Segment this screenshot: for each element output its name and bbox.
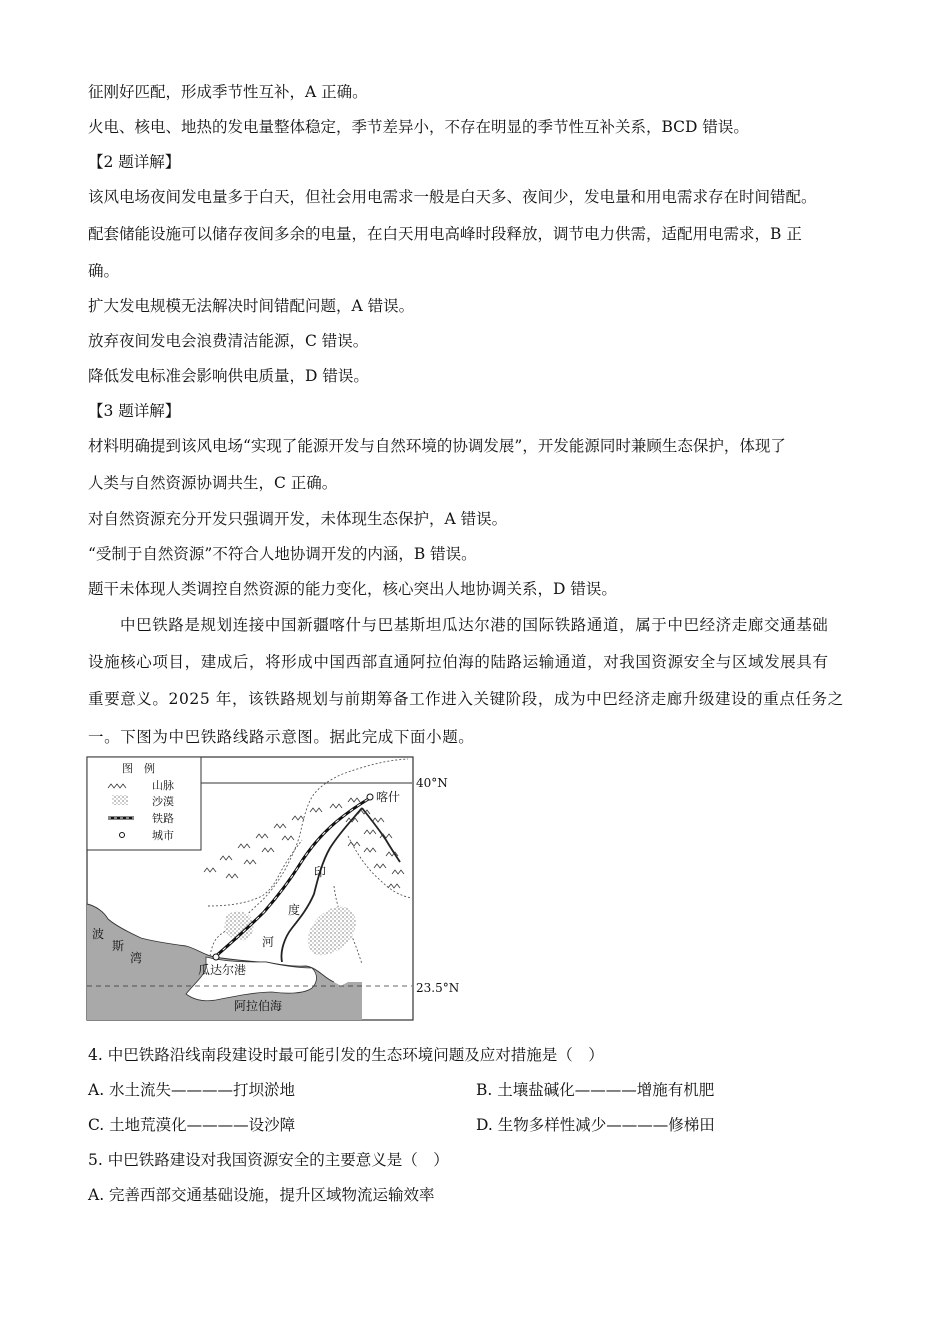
- legend-item: 山脉: [152, 779, 174, 792]
- map-legend: [87, 757, 201, 850]
- gulf-label: 湾: [130, 951, 143, 965]
- gulf-label: 斯: [112, 939, 125, 953]
- text-line: 题干未体现人类调控自然资源的能力变化，核心突出人地协调关系，D 错误。: [88, 580, 617, 598]
- material-line: 重要意义。2025 年，该铁路规划与前期筹备工作进入关键阶段，成为中巴经济走廊升级建设的重点任务之: [88, 690, 844, 708]
- legend-item: 沙漠: [152, 795, 174, 808]
- river-label: 河: [262, 935, 275, 949]
- river-label: 度: [288, 903, 301, 917]
- text-line: 扩大发电规模无法解决时间错配问题，A 错误。: [88, 297, 415, 315]
- city-kashgar-label: 喀什: [376, 790, 401, 804]
- gulf-label: 波: [92, 927, 105, 941]
- river-label: 印: [314, 865, 327, 879]
- desert-icon: [112, 795, 128, 805]
- lat-label-23n: 23.5°N: [416, 981, 460, 995]
- text-line: 该风电场夜间发电量多于白天，但社会用电需求一般是白天多、夜间少，发电量和用电需求存在时间错配。: [88, 188, 817, 206]
- text-line: 配套储能设施可以储存夜间多余的电量，在白天用电高峰时段释放，调节电力供需，适配用电需求，B 正: [88, 225, 802, 243]
- text-line: 放弃夜间发电会浪费清洁能源，C 错误。: [88, 332, 369, 350]
- question-5-stem: 5. 中巴铁路建设对我国资源安全的主要意义是（ ）: [88, 1151, 449, 1169]
- legend-item: 铁路: [152, 812, 174, 825]
- text-line: 降低发电标准会影响供电质量，D 错误。: [88, 367, 369, 385]
- text-line: 确。: [88, 262, 120, 280]
- section-heading: 【2 题详解】: [88, 153, 181, 171]
- material-line: 中巴铁路是规划连接中国新疆喀什与巴基斯坦瓜达尔港的国际铁路通道，属于中巴经济走廊交通基础: [120, 616, 829, 634]
- text-line: 对自然资源充分开发只强调开发，未体现生态保护，A 错误。: [88, 510, 508, 528]
- question-4-option-c[interactable]: C. 土地荒漠化————设沙障: [88, 1116, 296, 1134]
- legend-item: 城市: [152, 829, 174, 842]
- material-line: 一。下图为中巴铁路线路示意图。据此完成下面小题。: [88, 728, 475, 746]
- text-line: 人类与自然资源协调共生，C 正确。: [88, 474, 338, 492]
- sea-label: 阿拉伯海: [234, 999, 283, 1013]
- railway-map: [86, 756, 466, 1022]
- question-4-option-b[interactable]: B. 土壤盐碱化————增施有机肥: [476, 1081, 715, 1099]
- legend-title: 图 例: [122, 762, 155, 775]
- text-line: “受制于自然资源”不符合人地协调开发的内涵，B 错误。: [88, 545, 477, 563]
- text-line: 征刚好匹配，形成季节性互补，A 正确。: [88, 83, 368, 101]
- city-icon: [120, 833, 125, 838]
- question-4-stem: 4. 中巴铁路沿线南段建设时最可能引发的生态环境问题及应对措施是（ ）: [88, 1046, 604, 1064]
- city-gwadar-label: 瓜达尔港: [198, 963, 247, 977]
- text-line: 材料明确提到该风电场“实现了能源开发与自然环境的协调发展”，开发能源同时兼顾生态保护，体现了: [88, 437, 786, 455]
- city-gwadar-marker: [213, 954, 219, 960]
- question-5-option-a[interactable]: A. 完善西部交通基础设施，提升区域物流运输效率: [88, 1186, 435, 1204]
- city-kashgar-marker: [367, 794, 373, 800]
- lat-label-40n: 40°N: [416, 776, 448, 790]
- question-4-option-d[interactable]: D. 生物多样性减少————修梯田: [476, 1116, 715, 1134]
- text-line: 火电、核电、地热的发电量整体稳定，季节差异小，不存在明显的季节性互补关系，BCD 错误。: [88, 118, 749, 136]
- question-4-option-a[interactable]: A. 水土流失————打坝淤地: [88, 1081, 296, 1099]
- section-heading: 【3 题详解】: [88, 402, 181, 420]
- material-line: 设施核心项目，建成后，将形成中国西部直通阿拉伯海的陆路运输通道，对我国资源安全与区域发展具有: [88, 653, 829, 671]
